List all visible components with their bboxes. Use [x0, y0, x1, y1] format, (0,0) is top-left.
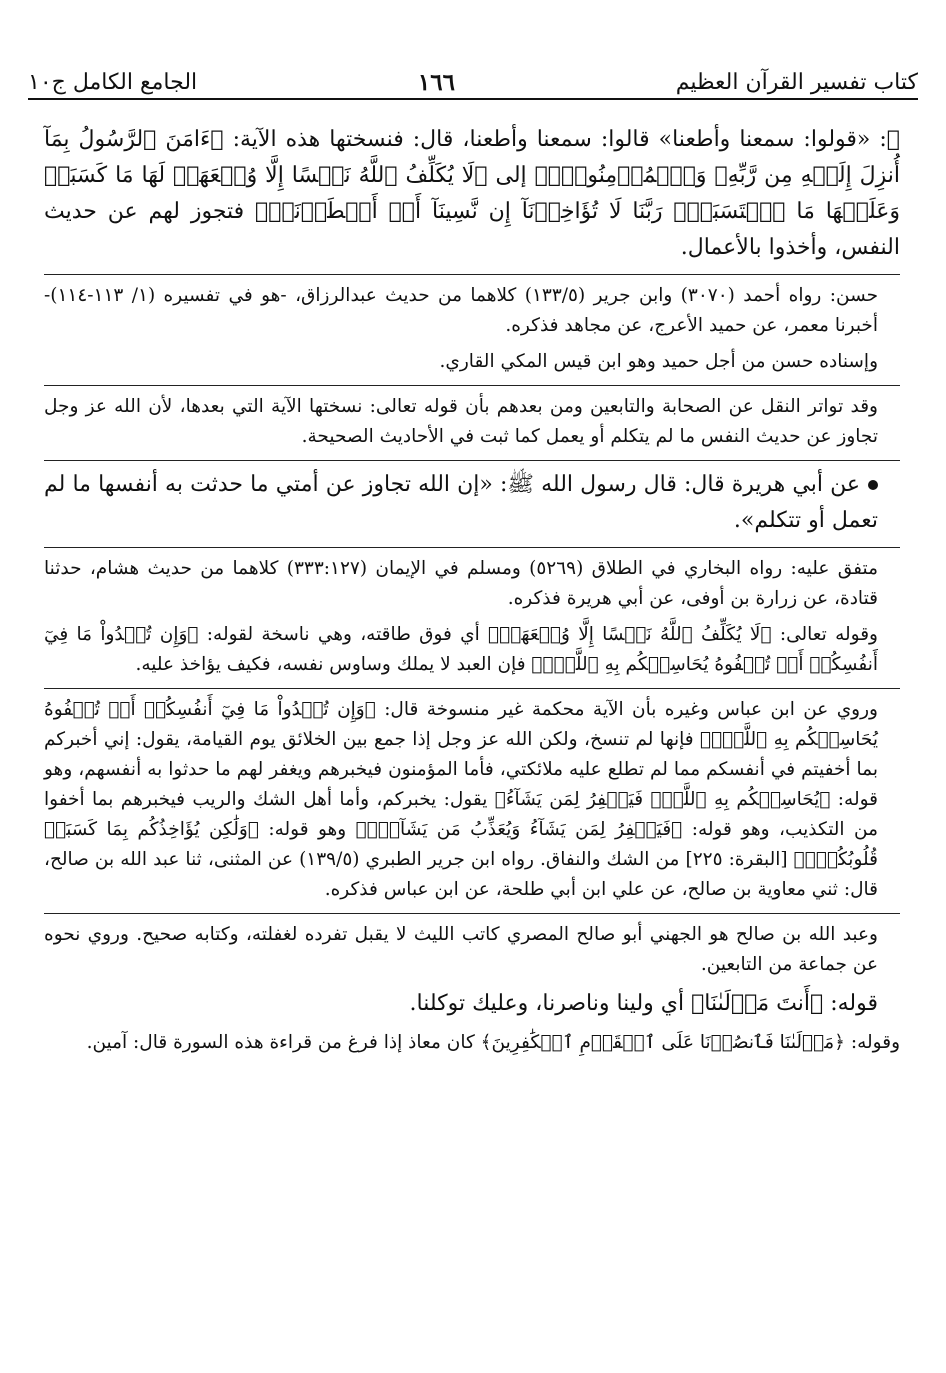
- hadith-text: عن أبي هريرة قال: قال رسول الله ﷺ: «إن الله تجاوز عن أمتي ما حدثت به أنفسها ما لم تعمل أو تتكلم».: [44, 472, 878, 533]
- paragraph-abrogation-note: وقد تواتر النقل عن الصحابة والتابعين ومن بعدهم بأن قوله تعالى: نسختها الآية التي بعدها، لأن الله عز وجل تجاوز عن حديث النفس ما لم يتكلم أو يعمل كما ثبت في الأحاديث الصحيحة.: [44, 396, 878, 447]
- divider: [44, 913, 900, 914]
- paragraph-abu-hurayra-hadith: [44, 467, 900, 539]
- paragraph-hadith-continuation: ﷺ: «قولوا: سمعنا وأطعنا» قالوا: سمعنا وأطعنا، قال: فنسختها هذه الآية: ﴿ءَامَنَ ٱلرَّسُولُ بِمَآ أُنزِلَ إِلَيۡهِ مِن رَّبِّهِۦ وَٱلۡمُؤۡمِنُونَۚ﴾ إلى ﴿لَا يُكَلِّفُ ٱللَّهُ نَفۡسًا إِلَّا وُسۡعَهَاۚ لَهَا مَا كَسَبَتۡ وَعَلَيۡهَا مَا ٱكۡتَسَبَتۡۗ رَبَّنَا لَا تُؤَاخِذۡنَآ إِن نَّسِينَآ أَوۡ أَخۡطَأۡنَاۚ﴾ فتجوز لهم عن حديث النفس، وأخذوا بالأعمال.: [44, 127, 900, 260]
- paragraph-closing: وقوله: ﴿مَوۡلَىٰنَا فَٱنصُرۡنَا عَلَى ٱلۡقَوۡمِ ٱلۡكَٰفِرِينَ﴾ كان معاذ إذا فرغ من قراءة هذه السورة قال: آمين.: [86, 1032, 900, 1053]
- divider: [44, 385, 900, 386]
- paragraph-grading: حسن: رواه أحمد (٣٠٧٠) وابن جرير (١٣٣/٥) كلاهما من حديث عبدالرزاق، -هو في تفسيره (١/ ١١٣-١١٤)- أخبرنا معمر، عن حميد الأعرج، عن مجاهد فذكره.: [44, 285, 879, 336]
- page-number: ١٦٦: [417, 69, 455, 96]
- paragraph-narrator-note: وعبد الله بن صالح هو الجهني أبو صالح المصري كاتب الليث لا يقبل تفرده لغفلته، وكتابه صحيح. وروي نحوه عن جماعة من التابعين.: [44, 924, 878, 975]
- paragraph-mawlana: قوله: ﴿أَنتَ مَوۡلَىٰنَا﴾ أي ولينا وناصرنا، وعليك توكلنا.: [409, 991, 878, 1016]
- divider: [44, 688, 900, 689]
- bullet-icon: [868, 480, 878, 490]
- divider: [44, 274, 900, 275]
- series-title: الجامع الكامل ج١٠: [28, 70, 198, 95]
- divider: [44, 547, 900, 548]
- running-header: [28, 56, 918, 100]
- paragraph-verse-commentary: وقوله تعالى: ﴿لَا يُكَلِّفُ ٱللَّهُ نَفۡسًا إِلَّا وُسۡعَهَاۚ﴾ أي فوق طاقته، وهي ناسخة لقوله: ﴿وَإِن تُبۡدُواْ مَا فِيٓ أَنفُسِكُمۡ أَوۡ تُخۡفُوهُ يُحَاسِبۡكُم بِهِ ٱللَّهُۖ﴾ فإن العبد لا يملك وساوس نفسه، فكيف يؤاخذ عليه.: [44, 624, 878, 675]
- book-title: كتاب تفسير القرآن العظيم: [675, 70, 918, 95]
- paragraph-isnad-note: وإسناده حسن من أجل حميد وهو ابن قيس المكي القاري.: [439, 351, 878, 372]
- page-body: [44, 122, 900, 1058]
- paragraph-takhrij: متفق عليه: رواه البخاري في الطلاق (٥٢٦٩) ومسلم في الإيمان (٣٣٣:١٢٧) كلاهما من حديث هشام، حدثنا قتادة، عن زرارة بن أوفى، عن أبي هريرة فذكره.: [44, 558, 878, 609]
- paragraph-ibn-abbas-narration: وروي عن ابن عباس وغيره بأن الآية محكمة غير منسوخة قال: ﴿وَإِن تُبۡدُواْ مَا فِيٓ أَنفُسِكُمۡ أَوۡ تُخۡفُوهُ يُحَاسِبۡكُم بِهِ ٱللَّهُۖ﴾ فإنها لم تنسخ، ولكن الله عز وجل إذا جمع بين الخلائق يوم القيامة، يقول: إني أخبركم بما أخفيتم في أنفسكم مما لم تطلع عليه ملائكتي، فأما المؤمنون فيخبرهم ويغفر لهم ما حدثوا به أنفسهم، وهو قوله: ﴿يُحَاسِبۡكُم بِهِ ٱللَّهُۖ فَيَغۡفِرُ لِمَن يَشَآءُ﴾ يقول: يخبركم، وأما أهل الشك والريب فيخبرهم بما أخفوا من التكذيب، وهو قوله: ﴿فَيَغۡفِرُ لِمَن يَشَآءُ وَيُعَذِّبُ مَن يَشَآءُۗ﴾ وهو قوله: ﴿وَلَٰكِن يُؤَاخِذُكُم بِمَا كَسَبَتۡ قُلُوبُكُمۡۗ﴾ [البقرة: ٢٢٥] من الشك والنفاق. رواه ابن جرير الطبري (١٣٩/٥) عن المثنى، ثنا عبد الله بن صالح، قال: ثني معاوية بن صالح، عن علي ابن أبي طلحة، عن ابن عباس فذكره.: [44, 699, 878, 900]
- divider: [44, 460, 900, 461]
